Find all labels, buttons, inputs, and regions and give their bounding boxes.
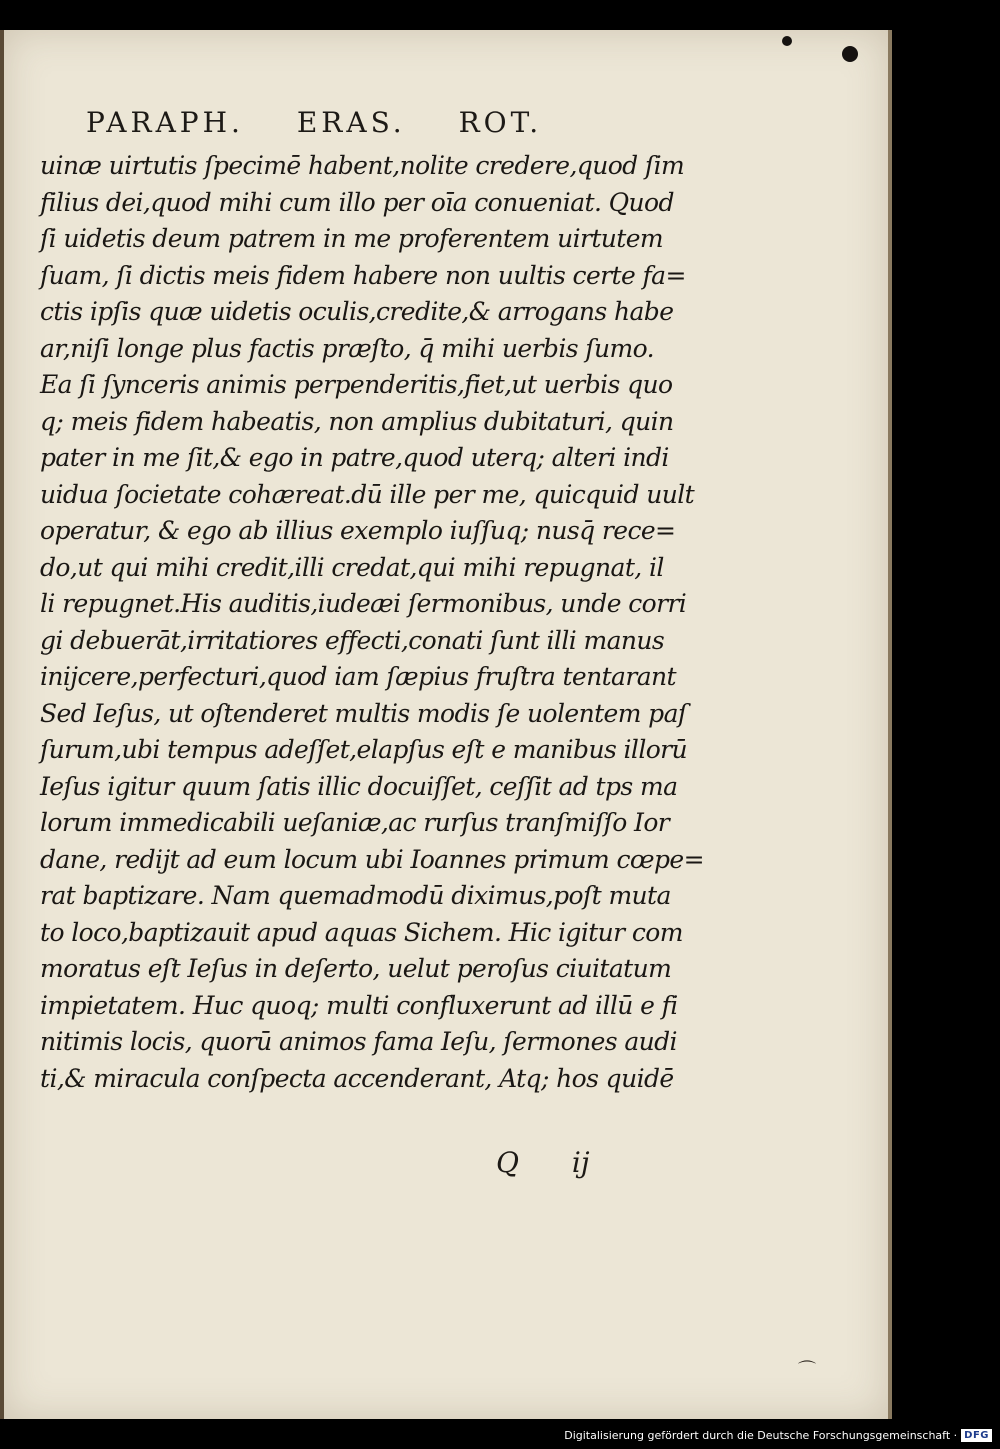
text-line: Ieſus igitur quum ſatis illic docuiſſet, ceſſit ad tps ma [40,771,678,801]
text-line: impietatem. Huc quoq; multi confluxerunt ad illū e fi [40,990,678,1020]
text-line: rat baptizare. Nam quemadmodū diximus,poſt muta [40,881,671,910]
text-line: filius dei,quod mihi cum illo per oīa conueniat. Quod [40,187,674,217]
text-line: moratus eſt Ieſus in deſerto, uelut peroſus ciuitatum [40,954,672,983]
text-line: do,ut qui mihi credit,illi credat,qui mihi repugnat, il [40,552,664,582]
text-line: ti,& miracula conſpecta accenderant, Atq; hos quidē [40,1063,674,1093]
text-line: inijcere,perfecturi,quod iam ſæpius fruſtra tentarant [40,662,676,691]
digitization-credit [564,1425,992,1445]
text-line: Sed Ieſus, ut oſtenderet multis modis ſe uolentem paſ [40,698,687,728]
running-head-word: ERAS. [296,106,406,139]
running-head-word: ROT. [458,106,543,139]
signature-number: ij [571,1146,590,1179]
text-line: uinæ uirtutis ſpecimē habent,nolite credere,quod ſim [40,151,685,180]
ink-blot [782,36,792,46]
text-line: q; meis fidem habeatis, non amplius dubitaturi, quin [40,406,674,436]
text-line: Ea ſi ſynceris animis perpenderitis,fiet,ut uerbis quo [40,370,673,399]
text-line: ſi uidetis deum patrem in me proferentem uirtutem [40,224,664,253]
text-line: ſuam, ſi dictis meis fidem habere non uultis certe fa= [40,260,686,290]
text-line: li repugnet.His auditis,iudeæi ſermonibus, unde corri [40,589,687,618]
running-head-word: PARAPH. [86,106,244,139]
text-line: gi debuerāt,irritatiores effecti,conati ſunt illi manus [40,625,665,655]
body-text [40,148,704,1097]
signature-letter: Q [496,1146,519,1179]
margin-mark: ⌒ [798,1360,816,1381]
text-line: dane, redijt ad eum locum ubi Ioannes primum cœpe= [40,844,704,874]
dfg-logo: DFG [961,1429,992,1442]
page-right-edge [888,30,892,1419]
credit-text: Digitalisierung gefördert durch die Deutsche Forschungsgemeinschaft · [564,1428,958,1442]
text-line: operatur, & ego ab illius exemplo iuſſuq; nusq̄ rece= [40,516,676,545]
text-line: ſurum,ubi tempus adeſſet,elapſus eſt e manibus illorū [40,735,688,764]
text-line: ctis ipſis quæ uidetis oculis,credite,& arrogans habe [40,297,674,326]
text-line: nitimis locis, quorū animos fama Ieſu, ſermones audi [40,1027,677,1056]
running-head [86,106,582,139]
signature-mark [496,1146,634,1179]
ink-blot [842,46,858,62]
text-line: ar,niſi longe plus factis præſto, q̄ mihi uerbis ſumo. [40,333,654,363]
text-line: lorum immedicabili ueſaniæ,ac rurſus tranſmiſſo Ior [40,808,670,837]
text-line: to loco,baptizauit apud aquas Sichem. Hic igitur com [40,917,683,947]
text-line: pater in me ſit,& ego in patre,quod uterq; alteri indi [40,443,669,472]
text-line: uidua ſocietate cohæreat.dū ille per me, quicquid uult [40,479,695,509]
